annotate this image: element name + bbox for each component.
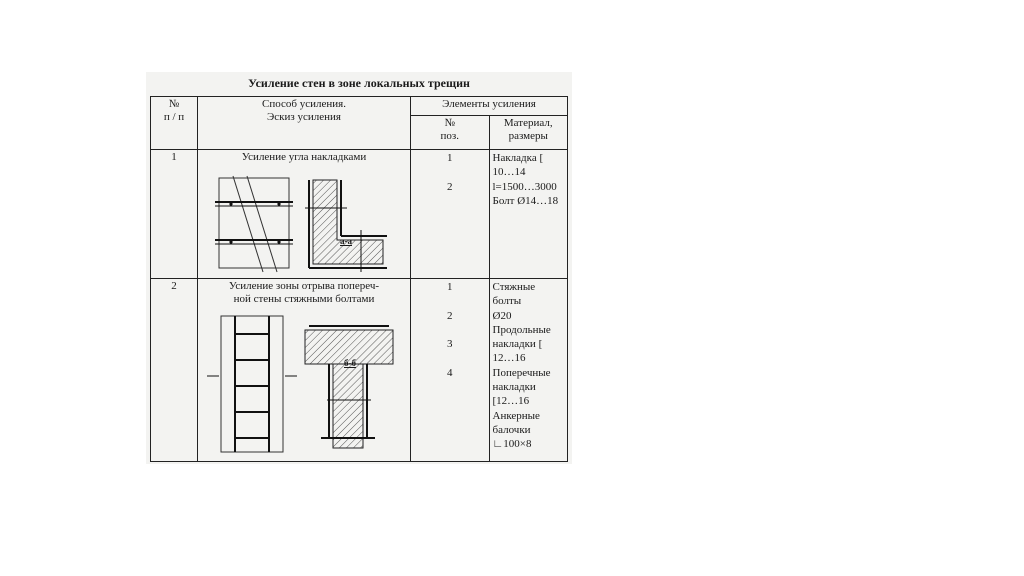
material-line: Накладка [ 10…14 (492, 152, 544, 179)
position-number: 1 (447, 152, 453, 164)
row-number: 2 (151, 279, 198, 462)
material-line: Продольные (492, 323, 551, 336)
material-line: накладки [ 12…16 (492, 338, 543, 365)
scanned-page (146, 72, 572, 464)
header-method-line1: Способ усиления. (262, 98, 346, 110)
material-line: l=1500…3000 (492, 180, 557, 193)
method-title-line2: ной стены стяжными болтами (233, 293, 375, 306)
header-position-line2: поз. (440, 129, 459, 142)
position-number: 3 (447, 338, 453, 351)
row-number: 1 (151, 150, 198, 279)
position-number: 1 (447, 281, 453, 293)
method-title (201, 280, 407, 306)
material-line: Ø20 (492, 309, 512, 322)
section-label-bb: б-б (344, 358, 356, 368)
material-cell (489, 150, 568, 279)
header-number-line1: № (168, 98, 180, 110)
position-cell (411, 150, 490, 279)
table-caption: Усиление стен в зоне локальных трещин (248, 76, 470, 90)
position-number (414, 294, 486, 308)
method-title-line1: Усиление зоны отрыва попереч- (228, 280, 380, 292)
material-cell (489, 279, 568, 462)
position-number: 4 (447, 366, 453, 379)
table-row (151, 279, 568, 462)
corner-reinforcement-sketch (201, 168, 399, 276)
header-row-1 (151, 97, 568, 116)
table-row (151, 150, 568, 279)
reinforcement-table (150, 96, 568, 462)
method-title: Усиление угла накладками (241, 151, 367, 163)
position-number: 2 (447, 180, 453, 193)
position-number (414, 351, 486, 365)
header-number-line2: п / п (163, 110, 185, 123)
header-number (151, 97, 198, 150)
position-number: 2 (447, 309, 453, 322)
header-material: Материал, размеры (489, 115, 568, 149)
method-cell (198, 150, 411, 279)
material-line: Поперечные (492, 366, 551, 379)
header-position-line1: № (444, 116, 455, 129)
header-position (411, 115, 490, 149)
section-label-aa: а-а (340, 236, 352, 246)
position-number (414, 165, 486, 179)
tie-bolt-reinforcement-sketch (201, 310, 399, 456)
material-line: ∟100×8 (492, 438, 532, 451)
position-number (414, 323, 486, 337)
position-cell (411, 279, 490, 462)
material-line: Стяжные болты (492, 281, 536, 308)
header-method (198, 97, 411, 150)
header-elements: Элементы усиления (411, 97, 568, 116)
header-method-line2: Эскиз усиления (267, 110, 341, 123)
method-cell (198, 279, 411, 462)
material-line: накладки [12…16 (492, 381, 536, 408)
material-line: Болт Ø14…18 (492, 194, 559, 207)
material-line: Анкерные балочки (492, 409, 540, 436)
